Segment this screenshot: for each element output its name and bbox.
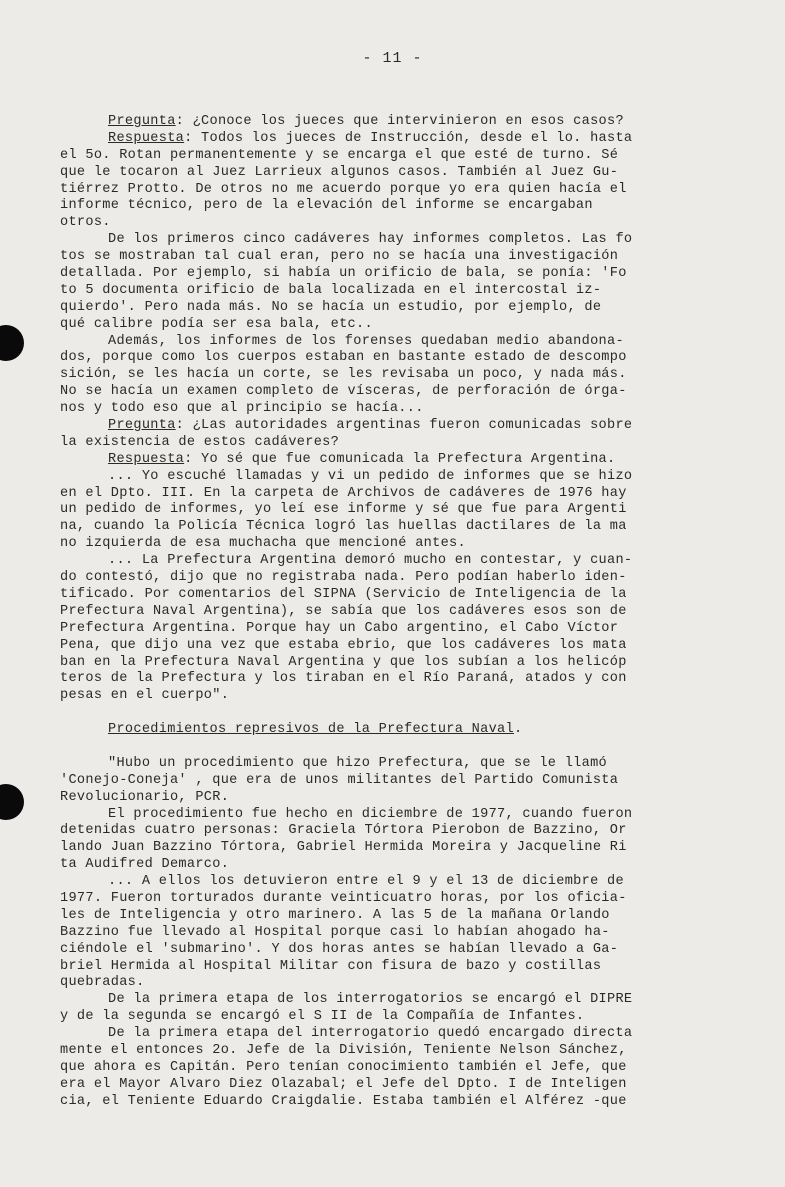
text-line bbox=[60, 334, 742, 351]
text-line bbox=[60, 131, 742, 148]
line-text: qué calibre podía ser esa bala, etc.. bbox=[60, 316, 373, 332]
line-text: que ahora es Capitán. Pero tenían conocimiento también el Jefe, que bbox=[60, 1059, 627, 1075]
line-text: . bbox=[513, 722, 523, 738]
line-text: tificado. Por comentarios del SIPNA (Servicio de Inteligencia de la bbox=[60, 586, 627, 602]
line-text: Además, los informes de los forenses quedaban medio abandona- bbox=[108, 333, 624, 349]
line-text: el 5o. Rotan permanentemente y se encarga el que esté de turno. Sé bbox=[60, 147, 619, 163]
text-line bbox=[60, 1060, 742, 1077]
text-line bbox=[60, 1094, 742, 1111]
line-text: ciéndole el 'submarino'. Y dos horas antes se habían llevado a Ga- bbox=[60, 941, 619, 957]
line-text: Pena, que dijo una vez que estaba ebrio, que los cadáveres los mata bbox=[60, 637, 627, 653]
line-text: do contestó, dijo que no registraba nada. Pero podían haberlo iden- bbox=[60, 570, 627, 586]
text-line bbox=[60, 790, 742, 807]
text-line bbox=[60, 182, 742, 199]
line-text: na, cuando la Policía Técnica logró las huellas dactilares de la ma bbox=[60, 519, 627, 535]
line-text: un pedido de informes, yo leí ese informe y sé que fue para Argenti bbox=[60, 502, 627, 518]
line-text: mente el entonces 2o. Jefe de la División, Teniente Nelson Sánchez, bbox=[60, 1042, 627, 1058]
blank-line bbox=[60, 705, 742, 722]
line-text: y de la segunda se encargó el S II de la Compañía de Infantes. bbox=[60, 1009, 585, 1025]
text-line bbox=[60, 942, 742, 959]
line-text: ... Yo escuché llamadas y vi un pedido de informes que se hizo bbox=[108, 468, 633, 484]
text-line bbox=[60, 655, 742, 672]
text-line bbox=[60, 1043, 742, 1060]
text-line bbox=[60, 587, 742, 604]
text-line bbox=[60, 502, 742, 519]
line-text: en el Dpto. III. En la carpeta de Archivos de cadáveres de 1976 hay bbox=[60, 485, 627, 501]
text-line bbox=[60, 148, 742, 165]
text-line bbox=[60, 418, 742, 435]
line-text: nos y todo eso que al principio se hacía... bbox=[60, 401, 424, 417]
line-text: : Yo sé que fue comunicada la Prefectura Argentina. bbox=[184, 451, 616, 467]
line-text: 1977. Fueron torturados durante veinticuatro horas, por los oficia- bbox=[60, 890, 627, 906]
text-line bbox=[60, 350, 742, 367]
text-line bbox=[60, 925, 742, 942]
line-text: otros. bbox=[60, 215, 111, 231]
text-line bbox=[60, 114, 742, 131]
line-text: De los primeros cinco cadáveres hay informes completos. Las fo bbox=[108, 232, 633, 248]
line-text: les de Inteligencia y otro marinero. A las 5 de la mañana Orlando bbox=[60, 907, 610, 923]
punch-hole-top bbox=[0, 325, 24, 361]
underlined-label: Respuesta bbox=[108, 130, 185, 146]
line-text: que le tocaron al Juez Larrieux algunos casos. También al Juez Gu- bbox=[60, 164, 619, 180]
line-text: quebradas. bbox=[60, 975, 145, 991]
text-line bbox=[60, 992, 742, 1009]
line-text: sición, se les hacía un corte, se les revisaba un poco, y nada más. bbox=[60, 367, 627, 383]
line-text: detallada. Por ejemplo, si había un orificio de bala, se ponía: 'Fo bbox=[60, 266, 627, 282]
underlined-label: Pregunta bbox=[108, 114, 176, 129]
line-text: Prefectura Naval Argentina), se sabía que los cadáveres esos son de bbox=[60, 603, 627, 619]
line-text: Revolucionario, PCR. bbox=[60, 789, 230, 805]
text-line bbox=[60, 1009, 742, 1026]
text-line bbox=[60, 452, 742, 469]
text-line bbox=[60, 401, 742, 418]
line-text: quierdo'. Pero nada más. No se hacía un estudio, por ejemplo, de bbox=[60, 299, 602, 315]
line-text: tiérrez Protto. De otros no me acuerdo porque yo era quien hacía el bbox=[60, 181, 627, 197]
line-text: 'Conejo-Coneja' , que era de unos militantes del Partido Comunista bbox=[60, 772, 619, 788]
line-text: "Hubo un procedimiento que hizo Prefectura, que se le llamó bbox=[108, 755, 607, 771]
line-text: ban en la Prefectura Naval Argentina y que los subían a los helicóp bbox=[60, 654, 627, 670]
text-line bbox=[60, 266, 742, 283]
line-text: Prefectura Argentina. Porque hay un Cabo argentino, el Cabo Víctor bbox=[60, 620, 619, 636]
text-line bbox=[60, 317, 742, 334]
text-line bbox=[60, 638, 742, 655]
text-line bbox=[60, 604, 742, 621]
line-text: to 5 documenta orificio de bala localizada en el intercostal iz- bbox=[60, 282, 602, 298]
line-text: no izquierda de esa muchacha que mencioné antes. bbox=[60, 536, 466, 552]
line-text: ... La Prefectura Argentina demoró mucho en contestar, y cuan- bbox=[108, 553, 633, 569]
line-text: De la primera etapa del interrogatorio quedó encargado directa bbox=[108, 1026, 633, 1042]
text-line bbox=[60, 165, 742, 182]
text-line bbox=[60, 300, 742, 317]
text-line bbox=[60, 198, 742, 215]
text-line bbox=[60, 857, 742, 874]
line-text: cia, el Teniente Eduardo Craigdalie. Estaba también el Alférez -que bbox=[60, 1093, 627, 1109]
text-line bbox=[60, 249, 742, 266]
punch-hole-bottom bbox=[0, 784, 24, 820]
text-line bbox=[60, 840, 742, 857]
text-line bbox=[60, 536, 742, 553]
text-line bbox=[60, 807, 742, 824]
line-text: De la primera etapa de los interrogatorios se encargó el DIPRE bbox=[108, 992, 633, 1008]
text-line bbox=[60, 519, 742, 536]
text-line bbox=[60, 756, 742, 773]
underlined-label: Respuesta bbox=[108, 451, 185, 467]
line-text: briel Hermida al Hospital Militar con fisura de bazo y costillas bbox=[60, 958, 602, 974]
text-line bbox=[60, 232, 742, 249]
text-line bbox=[60, 1077, 742, 1094]
text-line bbox=[60, 469, 742, 486]
line-text: lando Juan Bazzino Tórtora, Gabriel Hermida Moreira y Jacqueline Ri bbox=[60, 840, 627, 856]
line-text: era el Mayor Alvaro Diez Olazabal; el Jefe del Dpto. I de Inteligen bbox=[60, 1076, 627, 1092]
line-text: : Todos los jueces de Instrucción, desde el lo. hasta bbox=[184, 130, 633, 146]
line-text: informe técnico, pero de la elevación del informe se encargaban bbox=[60, 198, 593, 214]
text-line bbox=[60, 671, 742, 688]
line-text: ta Audifred Demarco. bbox=[60, 857, 230, 873]
line-text: pesas en el cuerpo". bbox=[60, 688, 230, 704]
text-line bbox=[60, 959, 742, 976]
line-text: la existencia de estos cadáveres? bbox=[60, 434, 340, 450]
text-line bbox=[60, 874, 742, 891]
underlined-label: Pregunta bbox=[108, 418, 176, 434]
text-line bbox=[60, 486, 742, 503]
text-line bbox=[60, 722, 742, 739]
text-line bbox=[60, 891, 742, 908]
line-text: Bazzino fue llevado al Hospital porque casi lo habían ahogado ha- bbox=[60, 924, 610, 940]
text-line bbox=[60, 384, 742, 401]
page-number: - 11 - bbox=[362, 50, 423, 67]
underlined-label: Procedimientos represivos de la Prefectura Naval bbox=[108, 722, 514, 738]
line-text: tos se mostraban tal cual eran, pero no se hacía una investigación bbox=[60, 249, 619, 265]
line-text: : ¿Conoce los jueces que intervinieron en esos casos? bbox=[175, 114, 624, 129]
line-text: dos, porque como los cuerpos estaban en bastante estado de descompo bbox=[60, 350, 627, 366]
blank-line bbox=[60, 739, 742, 756]
text-line bbox=[60, 367, 742, 384]
text-line bbox=[60, 688, 742, 705]
document-body bbox=[60, 114, 742, 1111]
line-text: detenidas cuatro personas: Graciela Tórtora Pierobon de Bazzino, Or bbox=[60, 823, 627, 839]
text-line bbox=[60, 621, 742, 638]
text-line bbox=[60, 975, 742, 992]
line-text: ... A ellos los detuvieron entre el 9 y el 13 de diciembre de bbox=[108, 874, 624, 890]
line-text: : ¿Las autoridades argentinas fueron comunicadas sobre bbox=[175, 418, 633, 434]
text-line bbox=[60, 1026, 742, 1043]
line-text: No se hacía un examen completo de vísceras, de perforación de órga- bbox=[60, 384, 627, 400]
text-line bbox=[60, 283, 742, 300]
text-line bbox=[60, 823, 742, 840]
line-text: teros de la Prefectura y los tiraban en el Río Paraná, atados y con bbox=[60, 671, 627, 687]
text-line bbox=[60, 570, 742, 587]
text-line bbox=[60, 908, 742, 925]
line-text: El procedimiento fue hecho en diciembre de 1977, cuando fueron bbox=[108, 806, 633, 822]
text-line bbox=[60, 773, 742, 790]
text-line bbox=[60, 435, 742, 452]
text-line bbox=[60, 215, 742, 232]
text-line bbox=[60, 553, 742, 570]
